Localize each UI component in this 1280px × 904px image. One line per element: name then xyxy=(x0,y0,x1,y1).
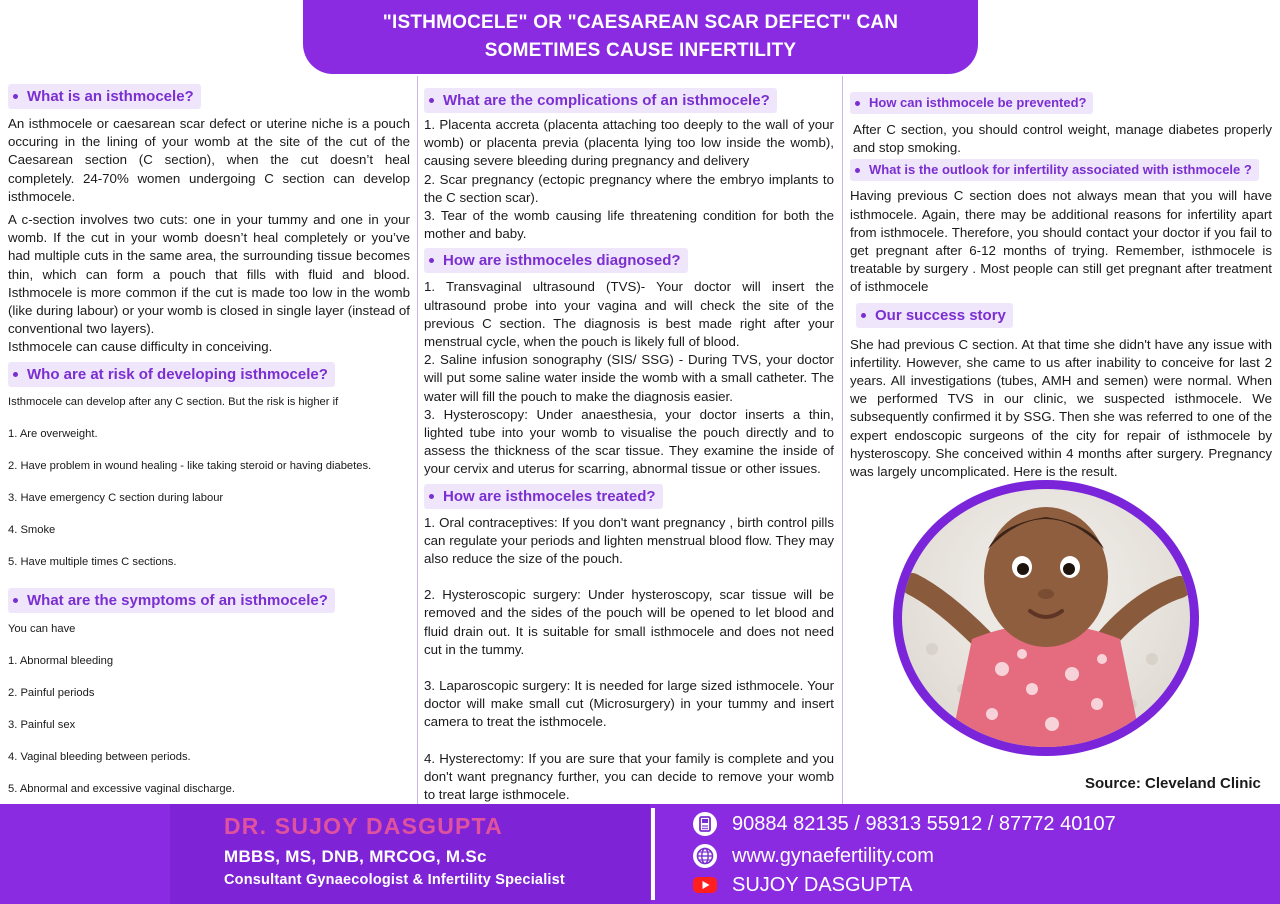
list-item: 1. Oral contraceptives: If you don't want pregnancy , birth control pills can regulate your periods and lighten menstrual blood flow. They may also reduce the size of the pouch. xyxy=(424,514,834,567)
list-item: 3. Painful sex xyxy=(8,718,76,731)
list-item: 4. Vaginal bleeding between periods. xyxy=(8,750,191,763)
success-story-text: She had previous C section. At that time she didn't have any issue with infertility. However, she came to us after inability to conceive for last 2 years. All investigations (tubes, AMH and semen) were normal. When we performed TVS in our clinic, we suspected isthmocele. We subsequently confirmed it by SSG. Then she was referred to one of the expert endoscopic surgeons of the city for repair of isthmocele by hysteroscopy. She conceived within 4 months after surgery. Pregnancy was largely uncomplicated. Here is the result. xyxy=(850,336,1272,480)
section-heading-symptoms: What are the symptoms of an isthmocele? xyxy=(8,588,335,613)
doctor-title: Consultant Gynaecologist & Infertility Specialist xyxy=(224,872,565,888)
list-item: 1. Are overweight. xyxy=(8,427,98,440)
youtube-icon xyxy=(692,872,718,898)
symptoms-intro: You can have xyxy=(8,622,76,635)
list-item: 3. Have emergency C section during labour xyxy=(8,491,224,504)
list-item: 4. Smoke xyxy=(8,523,56,536)
list-item: 5. Have multiple times C sections. xyxy=(8,555,177,568)
bullet-icon xyxy=(855,168,860,173)
baby-photo xyxy=(902,489,1190,747)
list-item: 2. Hysteroscopic surgery: Under hysteroscopy, scar tissue will be removed and the sides of the pouch will be opened to let blood and fluid drain out. It is suitable for small isthmocele and does not need cut in the tummy. xyxy=(424,587,834,657)
risk-intro: Isthmocele can develop after any C section. But the risk is higher if xyxy=(8,395,339,408)
contact-youtube[interactable] xyxy=(692,872,912,898)
doctor-qualifications: MBBS, MS, DNB, MRCOG, M.Sc xyxy=(224,847,487,866)
section-heading-treatment: How are isthmoceles treated? xyxy=(424,484,663,509)
list-item: 4. Hysterectomy: If you are sure that your family is complete and you don't want pregnancy further, you can decide to remove your womb to treat large isthmocele. xyxy=(424,750,834,803)
contact-website[interactable] xyxy=(692,843,934,869)
column-divider-2 xyxy=(842,76,843,804)
list-item: 3. Tear of the womb causing life threatening condition for both the mother and baby. xyxy=(424,208,834,242)
bullet-icon xyxy=(13,372,18,377)
page-title-line-1: "ISTHMOCELE" OR "CAESAREAN SCAR DEFECT" CAN xyxy=(382,12,899,33)
list-item: 1. Placenta accreta (placenta attaching too deeply to the wall of your womb) or placenta previa (placenta lying too low inside the womb), causing severe bleeding during pregnancy and delivery xyxy=(424,117,834,169)
section-heading-prevention: How can isthmocele be prevented? xyxy=(850,92,1093,114)
column-3 xyxy=(850,92,1272,481)
bullet-icon xyxy=(429,98,434,103)
list-item: 2. Have problem in wound healing - like taking steroid or having diabetes. xyxy=(8,459,372,472)
globe-icon xyxy=(692,843,718,869)
baby-illustration xyxy=(902,489,1190,747)
section-heading-what-is: What is an isthmocele? xyxy=(8,84,201,109)
section-heading-diagnosis: How are isthmoceles diagnosed? xyxy=(424,248,688,273)
outlook-text: Having previous C section does not always mean that you will have isthmocele. Again, there may be additional reasons for infertility apart from isthmocele. Therefore, you should contact your doctor if you fail to get pregnant after 6-12 months of trying. Remember, isthmocele is treatable by surgery . Most people can still get pregnant after treatment of isthmocele xyxy=(850,188,1272,295)
bullet-icon xyxy=(13,94,18,99)
page-title-line-2: SOMETIMES CAUSE INFERTILITY xyxy=(484,40,797,61)
bullet-icon xyxy=(429,494,434,499)
what-is-paragraph-3: Isthmocele can cause difficulty in conceiving. xyxy=(8,339,273,355)
youtube-channel: SUJOY DASGUPTA xyxy=(732,873,913,896)
section-heading-complications: What are the complications of an isthmocele? xyxy=(424,88,777,113)
photo-source-credit: Source: Cleveland Clinic xyxy=(1085,775,1261,792)
prevention-text: After C section, you should control weight, manage diabetes properly and stop smoking. xyxy=(853,122,1272,156)
column-2 xyxy=(424,88,834,804)
title-banner xyxy=(303,0,978,74)
list-item: 5. Abnormal and excessive vaginal discharge. xyxy=(8,782,235,795)
bullet-icon xyxy=(861,313,866,318)
column-1 xyxy=(8,84,410,796)
section-heading-risk: Who are at risk of developing isthmocele? xyxy=(8,362,335,387)
phone-icon xyxy=(692,811,718,837)
baby-photo-frame xyxy=(893,480,1199,756)
list-item: 2. Scar pregnancy (ectopic pregnancy where the embryo implants to the C section scar). xyxy=(424,171,834,205)
footer-separator xyxy=(651,808,655,900)
list-item: 2. Saline infusion sonography (SIS/ SSG) - During TVS, your doctor will put some saline water inside the womb with a small catheter. The water will fill the pouch to make the diagnosis easier. xyxy=(424,352,834,404)
list-item: 2. Painful periods xyxy=(8,686,95,699)
list-item: 1. Abnormal bleeding xyxy=(8,654,114,667)
section-heading-outlook: What is the outlook for infertility associated with isthmocele ? xyxy=(850,159,1259,181)
bullet-icon xyxy=(13,598,18,603)
column-divider-1 xyxy=(417,76,418,804)
phone-numbers: 90884 82135 / 98313 55912 / 87772 40107 xyxy=(732,812,1116,835)
bullet-icon xyxy=(429,258,434,263)
section-heading-success-story: Our success story xyxy=(856,303,1013,328)
contact-phone[interactable] xyxy=(692,811,1116,837)
bullet-icon xyxy=(855,101,860,106)
what-is-paragraph-2: A c-section involves two cuts: one in your tummy and one in your womb. If the cut in your womb doesn’t heal completely or you’ve had multiple cuts in the same area, the surrounding tissue becomes thin, which can form a pouch that fills with fluid and blood. Isthmocele is more common if the cut is made too low in the womb (like during labour) or your womb is closed in single layer (instead of conventional two layers). xyxy=(8,212,410,337)
what-is-paragraph-1: An isthmocele or caesarean scar defect or uterine niche is a pouch occuring in the lining of your womb at the site of the cut of the Caesarean section (C section), when the cut doesn’t heal completely. 24-70% women undergoing C section can develop isthmocele. xyxy=(8,116,410,204)
list-item: 3. Hysteroscopy: Under anaesthesia, your doctor inserts a thin, lighted tube into your womb to visualise the pouch directly and to assess the thickness of the scar tissue. They examine the inside of your cervix and uterus for scarring, abnormal tissue or other issues. xyxy=(424,406,834,477)
list-item: 3. Laparoscopic surgery: It is needed for large sized isthmocele. Your doctor will make small cut (Microsurgery) in your tummy and insert camera to treat the isthmocele. xyxy=(424,678,834,730)
website-link: www.gynaefertility.com xyxy=(732,844,934,867)
doctor-name: DR. SUJOY DASGUPTA xyxy=(224,813,503,839)
list-item: 1. Transvaginal ultrasound (TVS)- Your doctor will insert the ultrasound probe into your vagina and will check the site of the previous C section. The diagnosis is best made right after your menstrual cycle, when the pouch is likely full of blood. xyxy=(424,279,834,350)
